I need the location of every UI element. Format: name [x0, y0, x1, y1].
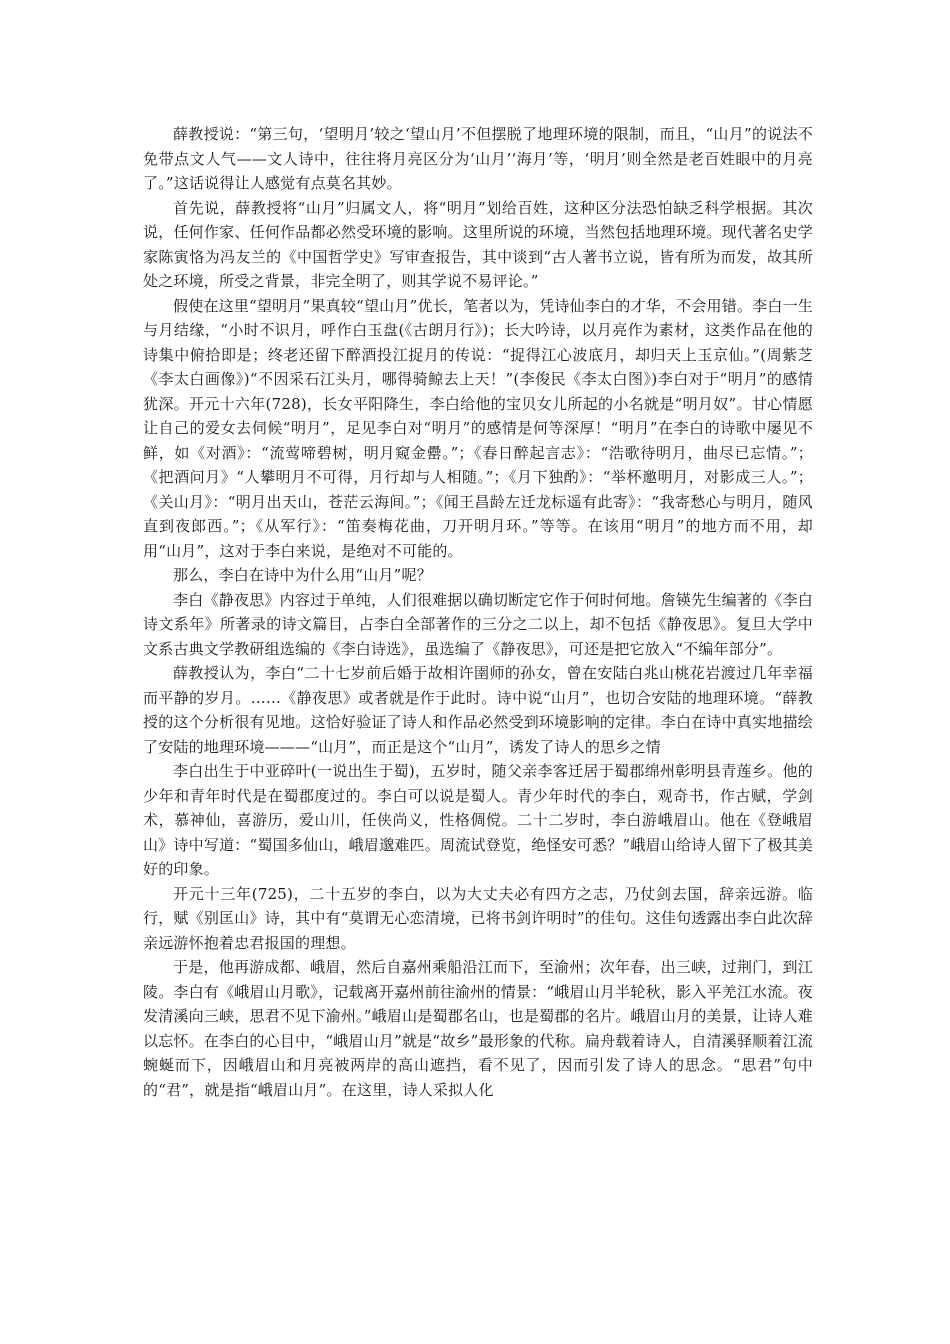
article-body: [143, 122, 813, 1102]
paragraph: 开元十三年(725)，二十五岁的李白，以为大丈夫必有四方之志，乃仗剑去国，辞亲远游。临行，赋《别匡山》诗，其中有“莫谓无心恋清境，已将书剑许明时”的佳句。这佳句透露出李白此次辞亲远游怀抱着忠君报国的理想。: [143, 884, 813, 952]
paragraph: 首先说，薛教授将“山月”归属文人，将“明月”划给百姓，这种区分法恐怕缺乏科学根据。其次说，任何作家、任何作品都必然受环境的影响。这里所说的环境，当然包括地理环境。现代著名史学家陈寅恪为冯友兰的《中国哲学史》写审查报告，其中谈到“古人著书立说，皆有所为而发，故其所处之环境，所受之背景，非完全明了，则其学说不易评论。”: [143, 198, 813, 290]
paragraph: 李白《静夜思》内容过于单纯，人们很难据以确切断定它作于何时何地。詹锳先生编著的《李白诗文系年》所著录的诗文篇目，占李白全部著作的三分之二以上，却不包括《静夜思》。复旦大学中文系古典文学教研组选编的《李白诗选》，虽选编了《静夜思》，可还是把它放入“不编年部分”。: [143, 590, 813, 658]
paragraph: 薛教授认为，李白“二十七岁前后婚于故相许圉师的孙女，曾在安陆白兆山桃花岩渡过几年幸福而平静的岁月。……《静夜思》或者就是作于此时。诗中说“山月”，也切合安陆的地理环境。“薛教授的这个分析很有见地。这恰好验证了诗人和作品必然受到环境影响的定律。李白在诗中真实地描绘了安陆的地理环境———“山月”，而正是这个“山月”，诱发了诗人的思乡之情: [143, 664, 813, 756]
paragraph: 薛教授说：“第三句，‘望明月’较之‘望山月’不但摆脱了地理环境的限制，而且，“山月”的说法不免带点文人气——文人诗中，往往将月亮区分为‘山月’‘海月’等，‘明月’则全然是老百姓眼中的月亮了。”这话说得让人感觉有点莫名其妙。: [143, 125, 813, 192]
paragraph: 那么，李白在诗中为什么用“山月”呢？: [173, 566, 432, 584]
paragraph: 假使在这里“望明月”果真较“望山月”优长，笔者以为，凭诗仙李白的才华，不会用错。李白一生与月结缘，“小时不识月，呼作白玉盘(《古朗月行》)；长大吟诗，以月亮作为素材，这类作品在他的诗集中俯拾即是；终老还留下醉酒投江捉月的传说：“捉得江心波底月，却归天上玉京仙。”(周紫芝《李太白画像》)“不因采石江头月，哪得骑鲸去上天！”(李俊民《李太白图》)李白对于“明月”的感情犹深。开元十六年(728)，长女平阳降生，李白给他的宝贝女儿所起的小名就是“明月奴”。甘心情愿让自己的爱女去伺候“明月”，足见李白对“明月”的感情是何等深厚！“明月”在李白的诗歌中屡见不鲜，如《对酒》：“流莺啼碧树，明月窥金罍。”；《春日醉起言志》：“浩歌待明月，曲尽已忘情。”；《把酒问月》“人攀明月不可得，月行却与人相随。”；《月下独酌》：“举杯邀明月，对影成三人。”；《关山月》：“明月出天山，苍茫云海间。”；《闻王昌龄左迁龙标遥有此寄》：“我寄愁心与明月，随风直到夜郎西。”；《从军行》：“笛奏梅花曲，刀开明月环。”等等。在该用“明月”的地方而不用，却用“山月”，这对于李白来说，是绝对不可能的。: [143, 296, 813, 560]
paragraph: 于是，他再游成都、峨眉，然后自嘉州乘船沿江而下，至渝州；次年春，出三峡，过荆门，到江陵。李白有《峨眉山月歌》，记载离开嘉州前往渝州的情景：“峨眉山月半轮秋，影入平羌江水流。夜发清溪向三峡，思君不见下渝州。”峨眉山是蜀郡名山，也是蜀郡的名片。峨眉山月的美景，让诗人难以忘怀。在李白的心目中，“峨眉山月”就是“故乡”最形象的代称。扁舟载着诗人，自清溪驿顺着江流蜿蜒而下，因峨眉山和月亮被两岸的高山遮挡，看不见了，因而引发了诗人的思念。“思君”句中的“君”，就是指“峨眉山月”。在这里，诗人采拟人化: [143, 958, 813, 1099]
paragraph: 李白出生于中亚碎叶(一说出生于蜀)，五岁时，随父亲李客迁居于蜀郡绵州彰明县青莲乡。他的少年和青年时代是在蜀郡度过的。李白可以说是蜀人。青少年时代的李白，观奇书，作古赋，学剑术，慕神仙，喜游历，爱山川，任侠尚义，性格倜傥。二十二岁时，李白游峨眉山。他在《登峨眉山》诗中写道：“蜀国多仙山，峨眉邈难匹。周流试登览，绝怪安可悉？”峨眉山给诗人留下了极其美好的印象。: [143, 762, 813, 878]
